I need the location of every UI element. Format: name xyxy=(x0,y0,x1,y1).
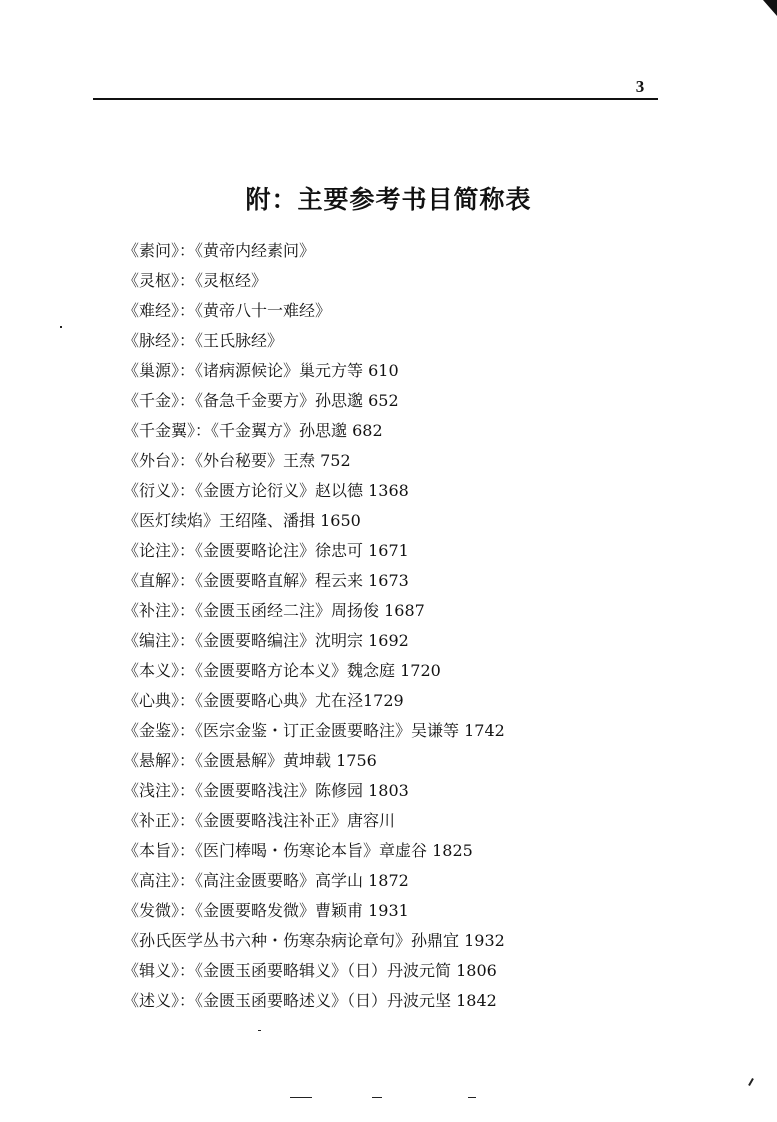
scan-speck xyxy=(290,1097,312,1098)
reference-entry: 《补正》：《金匮要略浅注补正》唐容川 xyxy=(123,811,396,830)
reference-entry: 《述义》：《金匮玉函要略述义》（日）丹波元坚 1842 xyxy=(123,991,497,1010)
reference-entry: 《论注》：《金匮要略论注》徐忠可 1671 xyxy=(123,541,409,560)
scan-speck xyxy=(372,1097,382,1098)
reference-list xyxy=(123,236,683,1016)
header-rule xyxy=(93,98,658,100)
reference-entry: 《灵枢》：《灵枢经》 xyxy=(123,271,268,290)
reference-entry: 《高注》：《高注金匮要略》高学山 1872 xyxy=(123,871,409,890)
reference-entry: 《编注》：《金匮要略编注》沈明宗 1692 xyxy=(123,631,409,650)
reference-entry: 《素问》：《黄帝内经素问》 xyxy=(123,241,316,260)
page-number: 3 xyxy=(635,77,645,96)
scan-speck xyxy=(748,1078,754,1086)
scan-speck xyxy=(468,1097,476,1098)
reference-entry: 《发微》：《金匮要略发微》曹颖甫 1931 xyxy=(123,901,409,920)
reference-entry: 《脉经》：《王氏脉经》 xyxy=(123,331,284,350)
reference-entry: 《千金》：《备急千金要方》孙思邈 652 xyxy=(123,391,399,410)
reference-entry: 《孙氏医学丛书六种・伤寒杂病论章句》孙鼎宜 1932 xyxy=(123,931,505,950)
reference-entry: 《直解》：《金匮要略直解》程云来 1673 xyxy=(123,571,409,590)
reference-entry: 《悬解》：《金匮悬解》黄坤载 1756 xyxy=(123,751,377,770)
reference-entry: 《补注》：《金匮玉函经二注》周扬俊 1687 xyxy=(123,601,425,620)
reference-entry: 《衍义》：《金匮方论衍义》赵以德 1368 xyxy=(123,481,409,500)
reference-entry: 《金鉴》：《医宗金鉴・订正金匮要略注》吴谦等 1742 xyxy=(123,721,505,740)
reference-entry: 《千金翼》：《千金翼方》孙思邈 682 xyxy=(123,421,383,440)
reference-entry: 《心典》：《金匮要略心典》尤在泾1729 xyxy=(123,691,404,710)
reference-entry: 《本义》：《金匮要略方论本义》魏念庭 1720 xyxy=(123,661,441,680)
reference-entry: 《难经》：《黄帝八十一难经》 xyxy=(123,301,332,320)
reference-entry: 《巢源》：《诸病源候论》巢元方等 610 xyxy=(123,361,399,380)
scan-speck xyxy=(60,326,62,328)
reference-entry: 《浅注》：《金匮要略浅注》陈修园 1803 xyxy=(123,781,409,800)
corner-mark xyxy=(763,0,777,16)
page-title: 附：主要参考书目简称表 xyxy=(245,185,532,214)
reference-entry: 《辑义》：《金匮玉函要略辑义》（日）丹波元简 1806 xyxy=(123,961,497,980)
reference-entry: 《医灯续焰》王绍隆、潘揖 1650 xyxy=(123,511,361,530)
reference-entry: 《本旨》：《医门棒喝・伤寒论本旨》章虚谷 1825 xyxy=(123,841,473,860)
scan-speck xyxy=(258,1030,261,1031)
reference-entry: 《外台》：《外台秘要》王焘 752 xyxy=(123,451,351,470)
